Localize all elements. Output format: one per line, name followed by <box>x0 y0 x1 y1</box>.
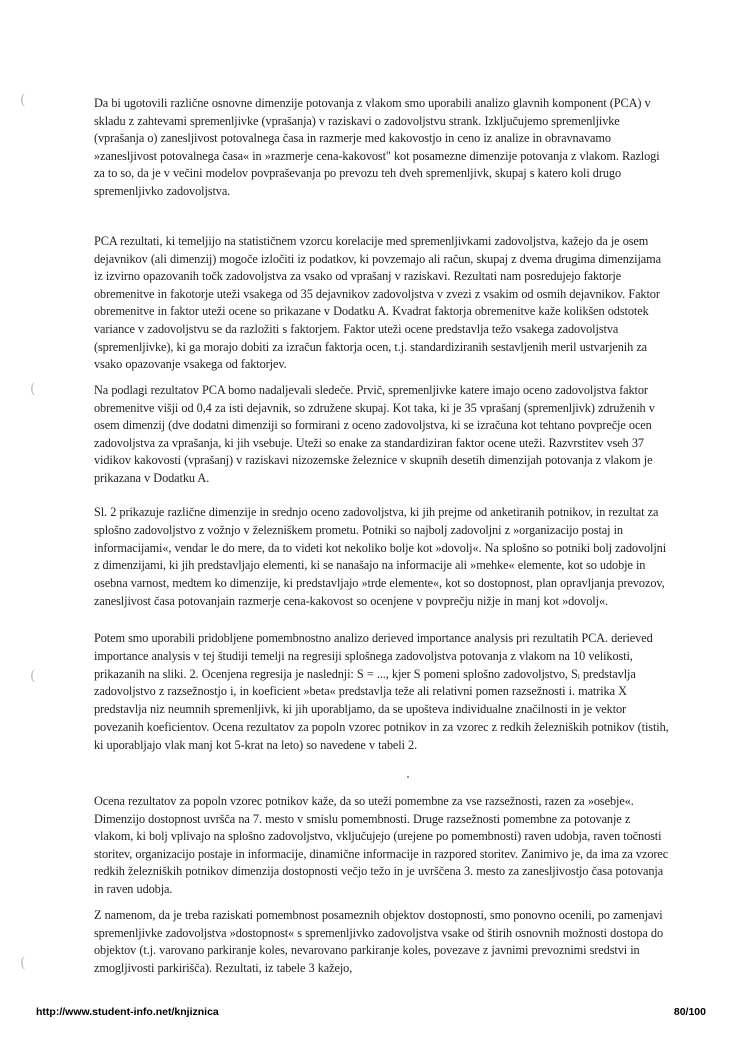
paragraph-estimation-results: Ocena rezultatov za popoln vzorec potnikov kaže, da so uteži pomembne za vse razsežnosti, razen za »osebje«. Dimenzijo dostopnost uvršča na 7. mesto v smislu pomembnosti. Druge razsežnosti pomembne za potovanje z vlakom, ki bolj vplivajo na splošno zadovoljstvo, vključujejo (urejene po pomembnosti) raven udobja, raven točnosti storitev, organizacijo postaje in informacije, dinamične informacije in razpored storitev. Zanimivo je, da ima za vzorec redkih železniških potnikov dimenzija dostopnosti večjo težo in je uvrščena 3. mesto za zanesljivostjo časa potovanja in raven udobja. <box>94 794 669 896</box>
footer-source-url: http://www.student-info.net/knjiznica <box>36 1006 219 1018</box>
paragraph-dimension-grouping: Na podlagi rezultatov PCA bomo nadaljevali sledeče. Prvič, spremenljivke katere imajo oceno zadovoljstva faktor obremenitve višji od 0,4 za isti dejavnik, so združene skupaj. Kot taka, ki je 35 vprašanj (spremenljivk) združenih v osem dimenzij (dve dodatni dimenziji so formirani z oceno zadovoljstva, ki se izračuna kot tehtano povprečje ocen zadovoljstva za vprašanja, ki jih vsebuje. Uteži so enake za standardiziran faktor ocene uteži. Razvrstitev vseh 37 vidikov kakovosti (vprašanj) v raziskavi nizozemske železnice v skupnih desetih dimenzijah potovanja z vlakom je prikazana v Dodatku A. <box>94 383 655 485</box>
paragraph-accessibility-objects: Z namenom, da je treba raziskati pomembnost posameznih objektov dostopnosti, smo ponovno ocenili, po zamenjavi spremenljivke zadovoljstva »dostopnost« s spremenljivko zadovoljstva vsake od štirih osnovnih možnosti dostopa do objektov (t.j. varovano parkiranje koles, nevarovano parkiranje koles, povezave z javnimi prevoznimi sredstvi in zmogljivosti parkirišča). Rezultati, iz tabele 3 kažejo, <box>94 908 663 975</box>
binding-hole-mark: ( <box>30 381 36 397</box>
footer-page-number: 80/100 <box>673 1006 706 1018</box>
binding-hole-mark: ( <box>30 668 36 684</box>
scan-speck <box>407 776 409 778</box>
binding-hole-mark: ( <box>20 92 26 108</box>
paragraph-figure-2-description: Sl. 2 prikazuje različne dimenzije in srednjo oceno zadovoljstva, ki jih prejme od anketiranih potnikov, in rezultat za splošno zadovoljstvo z vožnjo v železniškem prometu. Potniki so najbolj zadovoljni z »organizacijo postaj in informacijami«, vendar le do mere, da to videti kot nekoliko bolje kot »dovolj«. Na splošno so potniki bolj zadovoljni z dimenzijami, ki jih predstavljajo elementi, ki se nanašajo na informacije ali »mehke« elemente, kot so udobje in osebna varnost, medtem ko dimenzije, ki predstavljajo »trde elemente«, kot so dostopnost, plan opravljanja prevozov, zanesljivost časa potovanjain razmerje cena-kakovost so ocenjene v povprečju nižje in manj kot »dovolj«. <box>94 505 667 608</box>
binding-hole-mark: ( <box>20 955 26 971</box>
paragraph-derived-importance: Potem smo uporabili pridobljene pomembnostno analizo derieved importance analysis pri rezultatih PCA. derieved importance analysis v tej študiji temelji na regresiji splošnega zadovoljstva potovanja z vlakom na 10 velikosti, prikazanih na sliki. 2. Ocenjena regresija je naslednji: S = ..., kjer S pomeni splošno zadovoljstvo, Sᵢ predstavlja zadovoljstvo z razsežnostjo i, in koeficient »beta« predstavlja teže ali relativni pomen razsežnosti i. matrika X predstavlja niz neumnih spremenljivk, ki jih uporabljamo, da se upošteva individualne značilnosti in je vektor povezanih koeficientov. Ocena rezultatov za popoln vzorec potnikov in za vzorec z redkih železniških potnikov (tistih, ki uporabljajo vlak manj kot 5-krat na leto) so navedene v tabeli 2. <box>94 631 669 752</box>
paragraph-pca-intro: Da bi ugotovili različne osnovne dimenzije potovanja z vlakom smo uporabili analizo glavnih komponent (PCA) v skladu z zahtevami spremenljivke (vprašanja) v raziskavi o zadovoljstvu strank. Izključujemo spremenljivke (vprašanja o) zanesljivost potovalnega časa in razmerje med kakovostjo in ceno iz analize in obravnavamo »zanesljivost potovalnega časa« in »razmerje cena-kakovost" kot posamezne dimenzije potovanja z vlakom. Razlogi za to so, da je v večini modelov povpraševanja po prevozu teh dveh spremenljivk, skupaj s katero koli drugo spremenljivko zadovoljstva. <box>94 96 660 198</box>
paragraph-pca-results: PCA rezultati, ki temeljijo na statističnem vzorcu korelacije med spremenljivkami zadovoljstva, kažejo da je osem dejavnikov (ali dimenzij) mogoče izločiti iz podatkov, ki povzemajo ali račun, skupaj z dvema drugima dimenzijama iz izvirno opazovanih točk zadovoljstva za vsako od vprašanj v raziskavi. Rezultati nam posredujejo faktorje obremenitve in fakotorje uteži vsakega od 35 dejavnikov zadovoljstva v zvezi z vsakim od osmih dejavnikov. Faktor obremenitve in faktor uteži ocene so prikazane v Dodatku A. Kvadrat faktorja obremenitve kaže kolikšen odstotek variance v zadovoljstvu se da razložiti s faktorjem. Faktor uteži ocene predstavlja težo vsakega zadovoljstva (spremenljivke), ki ga morajo dobiti za izračun faktorja ocen, t.j. standardiziranih sestavljenih meril ustvarjenih za vsako opazovanje vsakega od faktorjev. <box>94 234 661 372</box>
